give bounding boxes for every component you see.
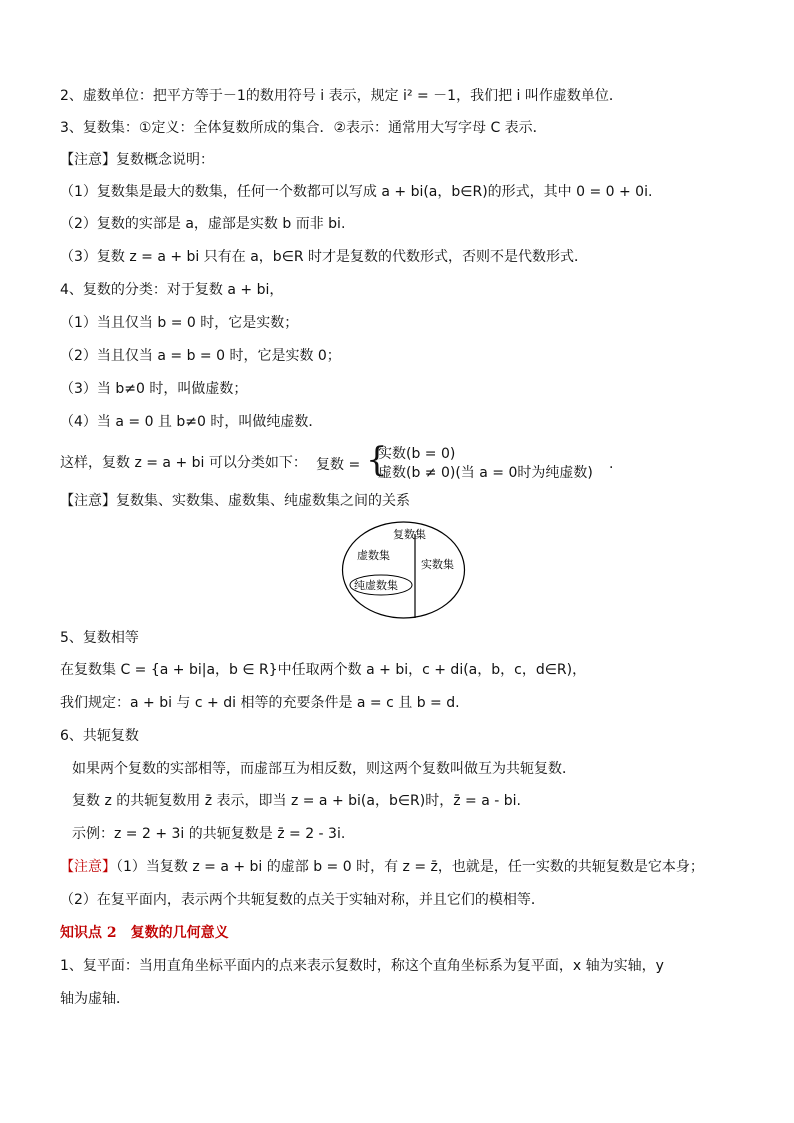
- note-item-3: （3）复数 z = a + bi 只有在 a，b∈R 时才是复数的代数形式，否则不是代数形式．: [60, 249, 589, 265]
- text-line-equality-def: 在复数集 C = {a + bi|a，b ∈ R}中任取两个数 a + bi，c + di(a，b，c，d∈R)，: [60, 662, 587, 678]
- venn-label-complex: 复数集: [393, 529, 426, 541]
- text-line-conjugate-example: 示例：z = 2 + 3i 的共轭复数是 z̄ = 2 - 3i.: [72, 826, 346, 842]
- note-conjugate-1: [60, 857, 704, 877]
- note-item-2: （2）复数的实部是 a，虚部是实数 b 而非 bi.: [60, 216, 346, 232]
- venn-diagram: [341, 520, 466, 620]
- note-conjugate-2: （2）在复平面内，表示两个共轭复数的点关于实轴对称，并且它们的模相等．: [60, 892, 545, 908]
- classification-end: .: [609, 456, 614, 472]
- venn-label-real: 实数集: [421, 559, 454, 571]
- note-item-1: （1）复数集是最大的数集，任何一个数都可以写成 a + bi(a，b∈R)的形式，其中 0 = 0 + 0i.: [60, 184, 653, 200]
- text-line-classification: 4、复数的分类：对于复数 a + bi，: [60, 282, 284, 298]
- knowledge-point-2-heading: 知识点 2 复数的几何意义: [60, 925, 229, 941]
- classification-case-imaginary: 虚数(b ≠ 0)(当 a = 0时为纯虚数): [378, 465, 593, 481]
- class-item-3: （3）当 b≠0 时，叫做虚数；: [60, 381, 248, 397]
- class-item-1: （1）当且仅当 b = 0 时，它是实数；: [60, 315, 299, 331]
- note-relation: 【注意】复数集、实数集、虚数集、纯虚数集之间的关系: [60, 493, 410, 509]
- classification-intro: 这样，复数 z = a + bi 可以分类如下：: [60, 455, 307, 471]
- text-line-imaginary-unit: 2、虚数单位：把平方等于－1的数用符号 i 表示，规定 i² = －1，我们把 i 叫作虚数单位．: [60, 88, 623, 104]
- note-heading: 【注意】复数概念说明：: [60, 152, 214, 168]
- classification-case-real: 实数(b = 0): [378, 446, 456, 462]
- section-conjugate-title: 6、共轭复数: [60, 728, 139, 744]
- note-tag: 【注意】: [60, 859, 116, 875]
- note-conjugate-text: （1）当复数 z = a + bi 的虚部 b = 0 时，有 z = z̄，也就是，任一实数的共轭复数是它本身；: [116, 859, 704, 875]
- text-line-conjugate-notation: 复数 z 的共轭复数用 z̄ 表示，即当 z = a + bi(a，b∈R)时，z̄ = a - bi.: [72, 793, 521, 809]
- brace-symbol: {: [366, 440, 388, 480]
- text-line-equality-cond: 我们规定：a + bi 与 c + di 相等的充要条件是 a = c 且 b = d.: [60, 695, 460, 711]
- venn-label-pure: 纯虚数集: [354, 580, 398, 592]
- classification-label: 复数 =: [316, 457, 361, 473]
- text-line-complex-plane: 1、复平面：当用直角坐标平面内的点来表示复数时，称这个直角坐标系为复平面，x 轴为实轴，y: [60, 958, 664, 974]
- text-line-complex-plane-cont: 轴为虚轴．: [60, 991, 130, 1007]
- text-line-conjugate-def: 如果两个复数的实部相等，而虚部互为相反数，则这两个复数叫做互为共轭复数．: [72, 761, 576, 777]
- class-item-4: （4）当 a = 0 且 b≠0 时，叫做纯虚数．: [60, 414, 323, 430]
- text-line-complex-set: 3、复数集：①定义：全体复数所成的集合．②表示：通常用大写字母 C 表示．: [60, 120, 547, 136]
- section-equality-title: 5、复数相等: [60, 630, 139, 646]
- class-item-2: （2）当且仅当 a = b = 0 时，它是实数 0；: [60, 348, 341, 364]
- venn-label-imaginary: 虚数集: [357, 550, 390, 562]
